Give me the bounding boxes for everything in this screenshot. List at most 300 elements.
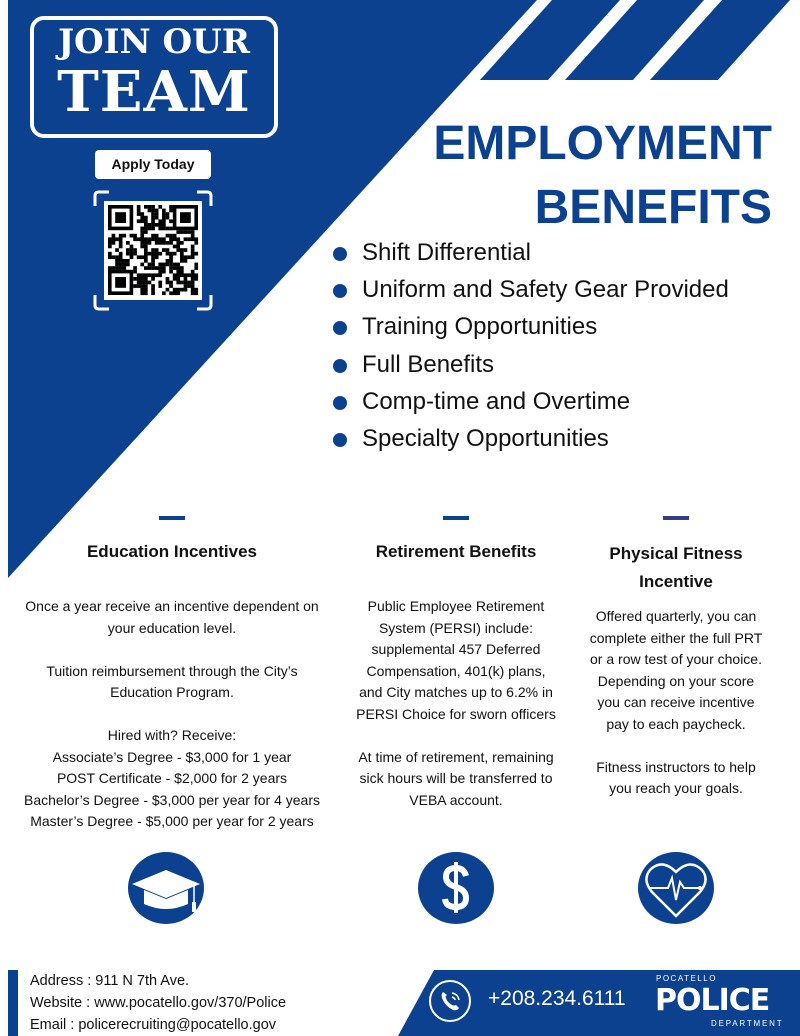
qr-module — [126, 252, 130, 256]
qr-module — [155, 212, 159, 216]
qr-module — [151, 216, 155, 220]
qr-module — [112, 237, 116, 241]
qr-module — [137, 219, 141, 223]
qr-module — [119, 241, 123, 245]
qr-module — [191, 237, 195, 241]
qr-module — [140, 273, 144, 277]
qr-module — [184, 255, 188, 259]
qr-module — [176, 273, 180, 277]
benefit-item: Training Opportunities — [332, 312, 729, 349]
text-line: Fitness instructors to help — [596, 758, 756, 775]
qr-module — [148, 241, 152, 245]
qr-module — [151, 223, 155, 227]
qr-module — [187, 281, 191, 285]
qr-module — [180, 252, 184, 256]
qr-module — [108, 241, 112, 245]
qr-module — [176, 291, 180, 295]
qr-module — [169, 291, 173, 295]
qr-module — [140, 216, 144, 220]
qr-module — [169, 209, 173, 213]
qr-module — [151, 252, 155, 256]
qr-module — [122, 266, 126, 270]
address: Address : 911 N 7th Ave. — [30, 973, 190, 989]
qr-module — [151, 219, 155, 223]
email-link[interactable]: Email : policerecruiting@pocatello.gov — [30, 1017, 277, 1033]
divider — [443, 516, 469, 520]
phone-number[interactable]: +208.234.6111 — [488, 987, 626, 1010]
text-line: Depending on your score — [597, 672, 755, 689]
qr-module — [191, 252, 195, 256]
text-line: Hired with? Receive: — [107, 727, 237, 743]
qr-module — [151, 209, 155, 213]
divider — [663, 516, 689, 520]
qr-module — [148, 223, 152, 227]
text-line: and City matches up to 6.2% in — [359, 684, 553, 700]
text-line: Once a year receive an incentive dependent on — [25, 598, 319, 614]
logo-top-text: POCATELLO — [656, 974, 717, 983]
qr-module — [151, 212, 155, 216]
qr-module — [151, 291, 155, 295]
qr-module — [115, 237, 119, 241]
qr-module — [122, 263, 126, 267]
qr-module — [112, 255, 116, 259]
qr-module — [140, 263, 144, 267]
qr-module — [115, 266, 119, 270]
benefit-item: Shift Differential — [332, 238, 729, 275]
qr-module — [180, 241, 184, 245]
qr-module — [194, 273, 198, 277]
qr-module — [191, 270, 195, 274]
qr-module — [115, 263, 119, 267]
qr-module — [184, 273, 188, 277]
qr-module — [130, 248, 134, 252]
qr-module — [133, 252, 137, 256]
qr-module — [166, 259, 170, 263]
qr-module — [119, 245, 123, 249]
qr-module — [108, 266, 112, 270]
qr-module — [180, 270, 184, 274]
website-link[interactable]: Website : www.pocatello.gov/370/Police — [30, 995, 287, 1011]
qr-module — [191, 245, 195, 249]
qr-module — [151, 234, 155, 238]
qr-module — [155, 209, 159, 213]
qr-module — [169, 281, 173, 285]
qr-module — [191, 230, 195, 234]
qr-module — [173, 252, 177, 256]
qr-module — [173, 288, 177, 292]
section-heading: Retirement Benefits — [375, 542, 537, 561]
qr-module — [140, 230, 144, 234]
qr-module — [155, 237, 159, 241]
text-line: VEBA account. — [409, 791, 503, 808]
qr-module — [144, 216, 148, 220]
text-line: Master’s Degree - $5,000 per year for 2 years — [30, 813, 314, 829]
qr-module — [148, 205, 152, 209]
qr-module — [119, 237, 123, 241]
qr-module — [191, 288, 195, 292]
text-line: System (PERSI) include: — [378, 619, 534, 636]
qr-module — [148, 237, 152, 241]
qr-module — [162, 216, 166, 220]
qr-module — [191, 284, 195, 288]
qr-module — [158, 266, 162, 270]
qr-module — [140, 245, 144, 249]
qr-module — [166, 234, 170, 238]
qr-module — [126, 241, 130, 245]
text-line: sick hours will be transferred to — [359, 770, 553, 786]
qr-module — [151, 284, 155, 288]
qr-module — [115, 259, 119, 263]
qr-module — [184, 237, 188, 241]
qr-module — [187, 230, 191, 234]
qr-module — [155, 234, 159, 238]
qr-module — [151, 248, 155, 252]
text-line: complete either the full PRT — [589, 629, 763, 646]
qr-module — [169, 252, 173, 256]
qr-module — [151, 273, 155, 277]
qr-module — [151, 263, 155, 267]
qr-module — [173, 237, 177, 241]
qr-module — [140, 277, 144, 281]
qr-module — [144, 241, 148, 245]
qr-module — [191, 291, 195, 295]
qr-module — [148, 263, 152, 267]
qr-module — [112, 234, 116, 238]
benefits-list — [332, 238, 729, 461]
qr-module — [184, 259, 188, 263]
qr-module — [133, 237, 137, 241]
qr-module — [166, 212, 170, 216]
physical-fitness-section — [570, 516, 782, 800]
text-line: Public Employee Retirement — [367, 598, 545, 614]
qr-module — [133, 248, 137, 252]
qr-module — [108, 255, 112, 259]
qr-module — [144, 227, 148, 231]
qr-module — [137, 209, 141, 213]
text-line: Offered quarterly, you can — [595, 608, 757, 624]
qr-module — [166, 216, 170, 220]
qr-module — [144, 237, 148, 241]
qr-module — [162, 248, 166, 252]
qr-module — [162, 227, 166, 231]
qr-module — [173, 263, 177, 267]
text-line: pay to each paycheck. — [606, 715, 746, 732]
qr-module — [191, 234, 195, 238]
qr-module — [173, 291, 177, 295]
text-line: Education Program. — [110, 684, 234, 700]
qr-module — [119, 252, 123, 256]
qr-module — [133, 234, 137, 238]
qr-module — [137, 205, 141, 209]
qr-module — [148, 266, 152, 270]
qr-module — [166, 227, 170, 231]
qr-module — [115, 277, 126, 288]
qr-module — [191, 248, 195, 252]
qr-module — [144, 248, 148, 252]
qr-module — [158, 227, 162, 231]
qr-module — [158, 205, 162, 209]
join-line1: JOIN OUR — [57, 22, 251, 62]
qr-module — [144, 223, 148, 227]
qr-module — [180, 212, 191, 223]
qr-module — [162, 223, 166, 227]
qr-module — [144, 219, 148, 223]
qr-module — [158, 237, 162, 241]
qr-module — [187, 255, 191, 259]
qr-module — [191, 277, 195, 281]
qr-module — [180, 281, 184, 285]
qr-module — [140, 212, 144, 216]
qr-module — [137, 281, 141, 285]
join-line2: TEAM — [57, 59, 251, 125]
qr-module — [169, 241, 173, 245]
qr-module — [115, 248, 119, 252]
qr-module — [140, 234, 144, 238]
qr-module — [144, 288, 148, 292]
qr-module — [162, 291, 166, 295]
qr-module — [191, 255, 195, 259]
qr-module — [140, 219, 144, 223]
qr-module — [194, 277, 198, 281]
text-line: Tuition reimbursement through the City’s — [46, 662, 298, 679]
qr-module — [194, 263, 198, 267]
qr-module — [151, 205, 155, 209]
qr-module — [137, 212, 141, 216]
text-line: Associate’s Degree - $3,000 for 1 year — [52, 748, 292, 765]
qr-module — [115, 212, 126, 223]
qr-module — [119, 259, 123, 263]
qr-module — [162, 263, 166, 267]
qr-module — [184, 248, 188, 252]
qr-module — [151, 266, 155, 270]
qr-module — [112, 241, 116, 245]
qr-module — [155, 266, 159, 270]
qr-module — [176, 230, 180, 234]
qr-module — [176, 266, 180, 270]
qr-module — [173, 266, 177, 270]
benefit-item: Specialty Opportunities — [332, 424, 729, 461]
qr-module — [169, 284, 173, 288]
qr-module — [158, 284, 162, 288]
qr-module — [133, 266, 137, 270]
text-line: At time of retirement, remaining — [358, 748, 554, 765]
qr-module — [169, 227, 173, 231]
qr-module — [140, 237, 144, 241]
text-line: Compensation, 401(k) plans, — [366, 662, 546, 679]
qr-module — [176, 241, 180, 245]
text-line: you reach your goals. — [609, 780, 743, 796]
benefit-item: Comp-time and Overtime — [332, 387, 729, 424]
qr-module — [144, 291, 148, 295]
qr-module — [151, 237, 155, 241]
qr-module — [148, 227, 152, 231]
qr-module — [108, 237, 112, 241]
qr-module — [173, 245, 177, 249]
qr-module — [169, 263, 173, 267]
qr-module — [184, 284, 188, 288]
qr-module — [133, 270, 137, 274]
qr-module — [122, 234, 126, 238]
qr-module — [194, 291, 198, 295]
qr-module — [169, 270, 173, 274]
qr-module — [173, 277, 177, 281]
qr-module — [162, 219, 166, 223]
qr-module — [176, 281, 180, 285]
qr-module — [158, 241, 162, 245]
qr-module — [191, 273, 195, 277]
qr-module — [119, 266, 123, 270]
qr-module — [162, 212, 166, 216]
qr-module — [176, 263, 180, 267]
qr-code-icon[interactable] — [93, 190, 213, 311]
qr-module — [162, 266, 166, 270]
qr-module — [180, 259, 184, 263]
qr-module — [173, 273, 177, 277]
qr-module — [133, 277, 137, 281]
qr-module — [187, 284, 191, 288]
qr-module — [158, 263, 162, 267]
logo-bottom-text: DEPARTMENT — [711, 1019, 784, 1028]
qr-module — [162, 270, 166, 274]
qr-module — [151, 288, 155, 292]
qr-module — [119, 234, 123, 238]
qr-module — [194, 288, 198, 292]
qr-module — [169, 255, 173, 259]
qr-module — [169, 259, 173, 263]
qr-module — [151, 255, 155, 259]
qr-module — [184, 281, 188, 285]
qr-module — [166, 277, 170, 281]
qr-module — [122, 259, 126, 263]
qr-module — [169, 205, 173, 209]
retirement-benefits-section — [346, 516, 566, 811]
qr-module — [144, 255, 148, 259]
qr-module — [137, 277, 141, 281]
qr-module — [130, 234, 134, 238]
qr-module — [180, 266, 184, 270]
text-line: your education level. — [107, 619, 237, 636]
contact-info — [30, 970, 286, 1036]
qr-module — [173, 234, 177, 238]
text-line: Bachelor’s Degree - $3,000 per year for 4 years — [24, 791, 320, 808]
qr-module — [166, 281, 170, 285]
qr-module — [162, 209, 166, 213]
qr-module — [144, 252, 148, 256]
qr-module — [144, 266, 148, 270]
qr-module — [155, 273, 159, 277]
dollar-sign-icon — [418, 852, 494, 924]
qr-module — [144, 230, 148, 234]
qr-module — [140, 255, 144, 259]
qr-module — [155, 252, 159, 256]
qr-module — [158, 281, 162, 285]
section-heading: Incentive — [639, 572, 713, 591]
qr-module — [187, 237, 191, 241]
qr-module — [180, 288, 184, 292]
qr-module — [191, 281, 195, 285]
qr-module — [155, 216, 159, 220]
qr-module — [151, 259, 155, 263]
qr-module — [155, 255, 159, 259]
qr-module — [176, 245, 180, 249]
qr-module — [151, 227, 155, 231]
title-line1: EMPLOYMENT — [433, 117, 772, 170]
qr-module — [144, 277, 148, 281]
qr-module — [137, 273, 141, 277]
qr-module — [194, 252, 198, 256]
qr-module — [148, 273, 152, 277]
qr-module — [176, 248, 180, 252]
qr-module — [148, 209, 152, 213]
qr-module — [126, 263, 130, 267]
qr-module — [140, 284, 144, 288]
qr-module — [108, 245, 112, 249]
phone-icon[interactable] — [428, 979, 472, 1023]
qr-module — [184, 230, 188, 234]
graduation-cap-icon — [128, 852, 204, 924]
section-heading: Physical Fitness — [609, 544, 743, 563]
qr-module — [148, 252, 152, 256]
apply-today-button[interactable]: Apply Today — [95, 150, 211, 179]
qr-module — [184, 277, 188, 281]
text-line: you can receive incentive — [597, 694, 755, 710]
qr-module — [169, 237, 173, 241]
qr-module — [169, 234, 173, 238]
qr-module — [140, 241, 144, 245]
qr-module — [180, 273, 184, 277]
qr-module — [184, 288, 188, 292]
benefit-item: Full Benefits — [332, 350, 729, 387]
qr-module — [187, 273, 191, 277]
qr-module — [158, 252, 162, 256]
education-incentives-section — [0, 516, 344, 833]
qr-module — [166, 252, 170, 256]
qr-module — [158, 270, 162, 274]
qr-module — [140, 227, 144, 231]
qr-module — [194, 241, 198, 245]
qr-module — [180, 248, 184, 252]
qr-module — [130, 255, 134, 259]
text-line: supplemental 457 Deferred — [371, 641, 541, 657]
qr-module — [162, 241, 166, 245]
text-line: or a row test of your choice. — [590, 651, 762, 667]
qr-module — [180, 255, 184, 259]
qr-module — [130, 245, 134, 249]
qr-module — [144, 284, 148, 288]
qr-module — [137, 237, 141, 241]
qr-module — [144, 259, 148, 263]
qr-module — [119, 263, 123, 267]
qr-module — [137, 255, 141, 259]
qr-module — [176, 237, 180, 241]
qr-module — [144, 245, 148, 249]
qr-module — [133, 284, 137, 288]
qr-module — [130, 252, 134, 256]
text-line: PERSI Choice for sworn officers — [356, 705, 556, 722]
section-heading: Education Incentives — [86, 542, 258, 561]
qr-module — [166, 248, 170, 252]
qr-module — [144, 281, 148, 285]
heart-pulse-icon — [638, 852, 714, 924]
benefit-item: Uniform and Safety Gear Provided — [332, 275, 729, 312]
qr-module — [158, 273, 162, 277]
qr-module — [140, 288, 144, 292]
qr-module — [108, 252, 112, 256]
qr-module — [194, 266, 198, 270]
qr-module — [126, 259, 130, 263]
divider — [159, 516, 185, 520]
title-line2: BENEFITS — [534, 181, 772, 234]
